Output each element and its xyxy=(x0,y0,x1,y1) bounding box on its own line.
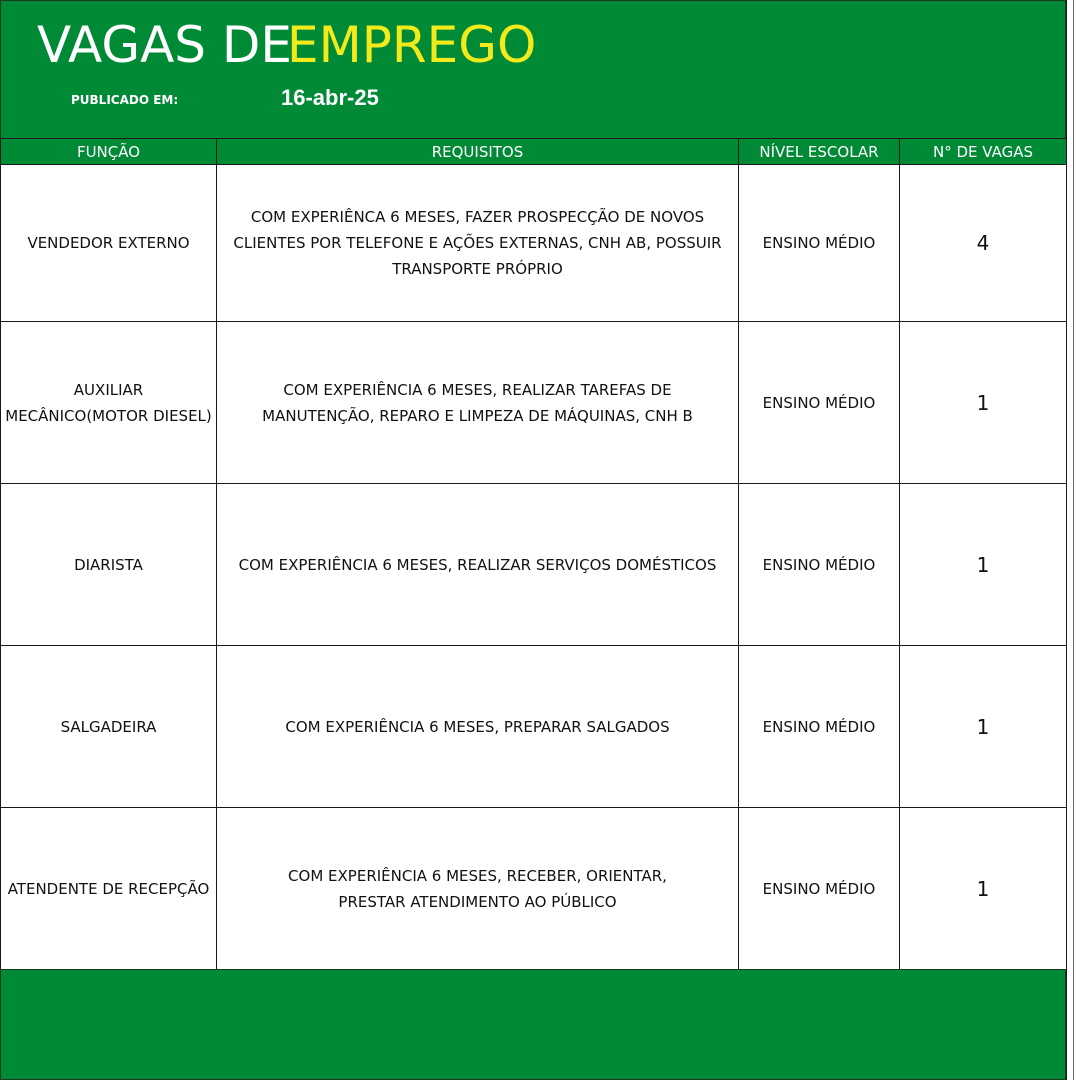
cell-vagas: 1 xyxy=(900,322,1067,484)
cell-funcao: DIARISTA xyxy=(1,484,217,646)
cell-requisitos: COM EXPERIÊNCIA 6 MESES, RECEBER, ORIENTAR, PRESTAR ATENDIMENTO AO PÚBLICO xyxy=(217,808,739,970)
cell-vagas: 1 xyxy=(900,808,1067,970)
header-banner xyxy=(0,0,1066,139)
cell-funcao: AUXILIAR MECÂNICO(MOTOR DIESEL) xyxy=(1,322,217,484)
column-header-num-vagas: N° DE VAGAS xyxy=(900,139,1067,165)
cell-vagas: 4 xyxy=(900,165,1067,322)
table-row xyxy=(1,322,1067,484)
cell-requisitos: COM EXPERIÊNCA 6 MESES, FAZER PROSPECÇÃO DE NOVOS CLIENTES POR TELEFONE E AÇÕES EXTERNAS, CNH AB, POSSUIR TRANSPORTE PRÓPRIO xyxy=(217,165,739,322)
published-label: PUBLICADO EM: xyxy=(71,93,179,107)
cell-vagas: 1 xyxy=(900,484,1067,646)
footer-banner xyxy=(0,969,1066,1080)
table-row xyxy=(1,646,1067,808)
cell-requisitos: COM EXPERIÊNCIA 6 MESES, PREPARAR SALGADOS xyxy=(217,646,739,808)
cell-requisitos: COM EXPERIÊNCIA 6 MESES, REALIZAR SERVIÇOS DOMÉSTICOS xyxy=(217,484,739,646)
cell-nivel: ENSINO MÉDIO xyxy=(739,322,900,484)
cell-requisitos: COM EXPERIÊNCIA 6 MESES, REALIZAR TAREFAS DE MANUTENÇÃO, REPARO E LIMPEZA DE MÁQUINAS, CNH B xyxy=(217,322,739,484)
table-row xyxy=(1,808,1067,970)
sheet-right-edge xyxy=(1066,0,1080,1080)
cell-nivel: ENSINO MÉDIO xyxy=(739,646,900,808)
cell-funcao: SALGADEIRA xyxy=(1,646,217,808)
cell-funcao: VENDEDOR EXTERNO xyxy=(1,165,217,322)
title-emprego: EMPREGO xyxy=(287,16,537,74)
cell-nivel: ENSINO MÉDIO xyxy=(739,165,900,322)
edge-divider xyxy=(1073,0,1074,1080)
cell-vagas: 1 xyxy=(900,646,1067,808)
table-row xyxy=(1,484,1067,646)
column-header-requisitos: REQUISITOS xyxy=(217,139,739,165)
column-header-nivel-escolar: NÍVEL ESCOLAR xyxy=(739,139,900,165)
cell-nivel: ENSINO MÉDIO xyxy=(739,484,900,646)
jobs-table xyxy=(0,138,1067,970)
title-vagas-de: VAGAS DE xyxy=(37,16,293,74)
column-header-funcao: FUNÇÃO xyxy=(1,139,217,165)
published-date: 16-abr-25 xyxy=(281,85,379,110)
cell-nivel: ENSINO MÉDIO xyxy=(739,808,900,970)
table-header-row xyxy=(1,139,1067,165)
cell-funcao: ATENDENTE DE RECEPÇÃO xyxy=(1,808,217,970)
table-row xyxy=(1,165,1067,322)
